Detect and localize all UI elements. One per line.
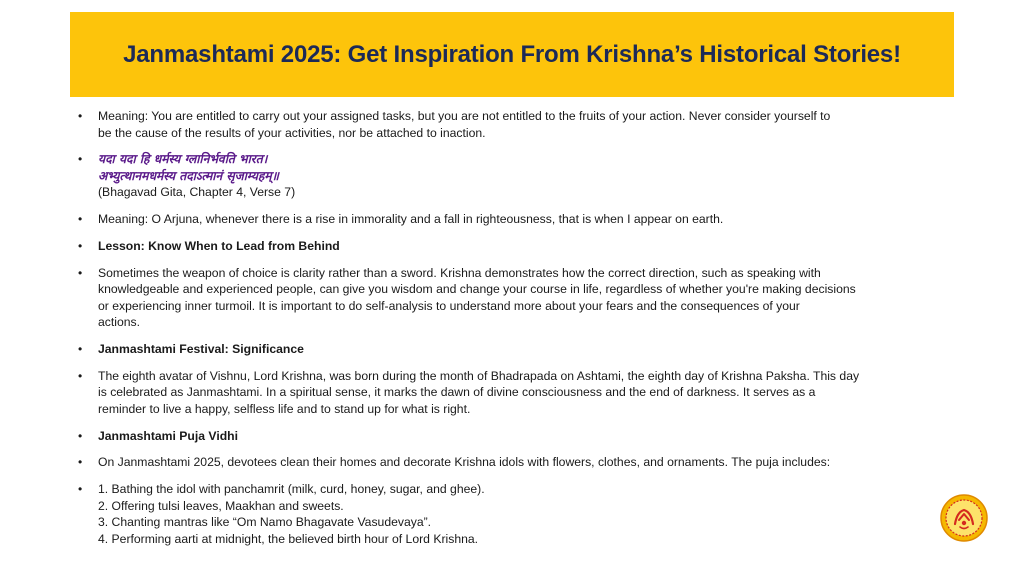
list-item xyxy=(78,265,948,331)
list-item xyxy=(78,341,948,358)
text-line: Meaning: You are entitled to carry out your assigned tasks, but you are not entitled to the fruits of your action. Never consider yourself to xyxy=(98,109,831,123)
list-item xyxy=(78,454,948,471)
list-item xyxy=(78,428,948,445)
section-heading: Lesson: Know When to Lead from Behind xyxy=(98,238,340,253)
brand-logo-icon xyxy=(940,494,988,542)
list-item xyxy=(78,151,948,201)
list-item xyxy=(78,481,948,547)
text-line: On Janmashtami 2025, devotees clean their homes and decorate Krishna idols with flowers, clothes, and ornaments. The puja includes: xyxy=(98,455,831,470)
text-line: The eighth avatar of Vishnu, Lord Krishna, was born during the month of Bhadrapada on Ashtami, the eighth day of Krishna Paksha. This day xyxy=(98,368,860,383)
bullet-dot: • xyxy=(78,341,83,356)
bullet-dot: • xyxy=(78,152,83,167)
text-line: Sometimes the weapon of choice is clarity rather than a sword. Krishna demonstrates how the correct direction, such as speaking with xyxy=(98,265,821,280)
bullet-dot: • xyxy=(78,455,83,470)
bullet-dot: • xyxy=(78,238,83,253)
list-item xyxy=(78,108,948,141)
bullet-dot: • xyxy=(78,368,83,383)
page-title: Janmashtami 2025: Get Inspiration From Krishna’s Historical Stories! xyxy=(123,40,901,68)
text-line: knowledgeable and experienced people, can give you wisdom and change your course in life, regardless of whether you're making decisions xyxy=(98,282,856,297)
brand-logo-icon-svg xyxy=(940,494,988,542)
puja-step: 4. Performing aarti at midnight, the believed birth hour of Lord Krishna. xyxy=(98,531,479,546)
bullet-dot: • xyxy=(78,482,83,497)
text-line: be the cause of the results of your activities, nor be attached to inaction. xyxy=(98,125,486,140)
title-banner xyxy=(70,12,954,97)
bullet-dot: • xyxy=(78,109,83,123)
list-item xyxy=(78,238,948,255)
bullet-list xyxy=(78,108,948,547)
text-line: or experiencing inner turmoil. It is important to do self-analysis to understand more about your fears and the consequences of your xyxy=(98,298,800,313)
verse-citation: (Bhagavad Gita, Chapter 4, Verse 7) xyxy=(98,185,296,200)
sanskrit-verse-line: अभ्युत्थानमधर्मस्य तदाऽत्मानं सृजाम्यहम्॥ xyxy=(98,168,279,183)
text-line: Meaning: O Arjuna, whenever there is a rise in immorality and a fall in righteousness, that is when I appear on earth. xyxy=(98,212,724,227)
puja-step: 1. Bathing the idol with panchamrit (milk, curd, honey, sugar, and ghee). xyxy=(98,482,485,497)
content-body xyxy=(78,108,948,557)
section-heading: Janmashtami Festival: Significance xyxy=(98,341,304,356)
sanskrit-verse-line: यदा यदा हि धर्मस्य ग्लानिर्भवति भारत। xyxy=(98,152,268,167)
puja-step: 3. Chanting mantras like “Om Namo Bhagavate Vasudevaya”. xyxy=(98,515,432,530)
text-line: is celebrated as Janmashtami. In a spiritual sense, it marks the dawn of divine consciousness and the end of darkness. It serves as a xyxy=(98,385,816,400)
bullet-dot: • xyxy=(78,428,83,443)
text-line: reminder to live a happy, selfless life and to stand up for what is right. xyxy=(98,401,471,416)
section-heading: Janmashtami Puja Vidhi xyxy=(98,428,238,443)
bullet-dot: • xyxy=(78,265,83,280)
puja-step: 2. Offering tulsi leaves, Maakhan and sweets. xyxy=(98,498,344,513)
text-line: actions. xyxy=(98,315,141,330)
bullet-dot: • xyxy=(78,212,83,227)
list-item xyxy=(78,368,948,418)
list-item xyxy=(78,211,948,228)
